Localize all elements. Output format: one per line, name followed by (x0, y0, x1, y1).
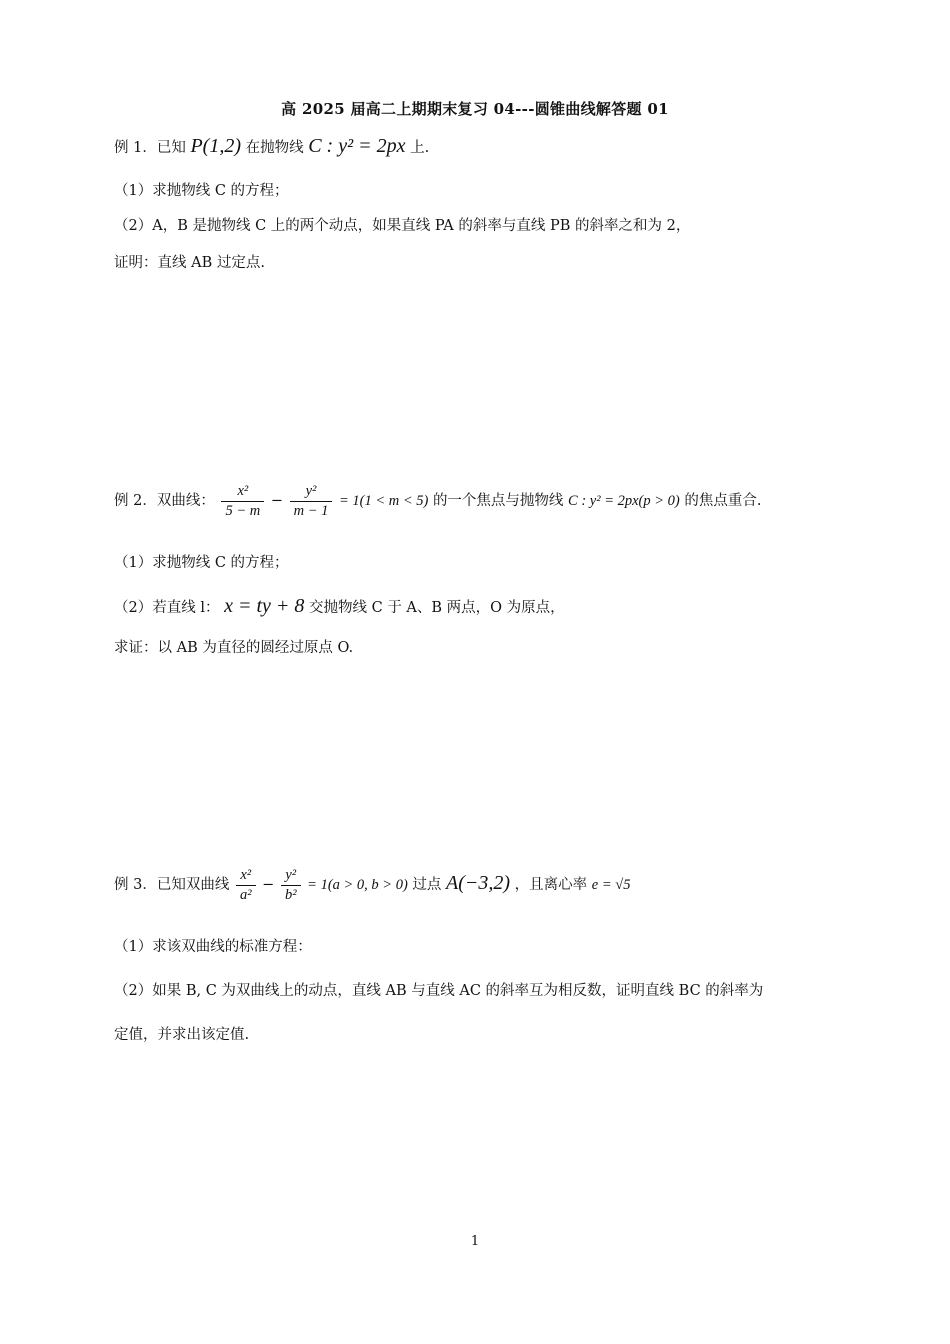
fraction-denominator: a² (239, 886, 252, 903)
fraction-numerator: y² (281, 868, 301, 886)
example-2-part-2-continued: 求证：以 AB 为直径的圆经过原点 O. (114, 640, 354, 656)
example-2-part-2 (114, 596, 565, 616)
example-2-fraction-x (221, 484, 264, 518)
page-number: 1 (470, 1234, 480, 1249)
example-3-fraction-y (281, 868, 301, 902)
example-2-text-end: 的焦点重合. (684, 493, 762, 509)
minus-sign: − (262, 877, 275, 893)
example-2-label: 例 2．双曲线： (114, 493, 215, 509)
example-1-label: 例 1．已知 (114, 140, 186, 156)
example-1-curve: C : y² = 2px (308, 135, 406, 157)
example-2-parabola: C : y² = 2px(p > 0) (568, 493, 680, 509)
example-2-fraction-y (290, 484, 333, 518)
fraction-numerator: x² (236, 868, 256, 886)
example-3-text-ecc: ，且离心率 (514, 877, 588, 893)
example-3-text-mid: 过点 (412, 877, 442, 893)
example-3-part-2-continued: 定值，并求出该定值. (114, 1027, 250, 1043)
example-3-statement (114, 868, 630, 902)
example-1-part-2: （2）A，B 是抛物线 C 上的两个动点，如果直线 PA 的斜率与直线 PB 的斜率之和为 2， (114, 218, 691, 234)
example-3-part-1: （1）求该双曲线的标准方程： (114, 939, 312, 955)
example-1-text-end: 上. (410, 140, 430, 156)
page-title: 高 2025 届高二上期期末复习 04---圆锥曲线解答题 01 (281, 100, 669, 118)
example-2-text-mid: 的一个焦点与抛物线 (432, 493, 564, 509)
example-1-part-1: （1）求抛物线 C 的方程； (114, 183, 289, 199)
fraction-numerator: x² (221, 484, 264, 502)
example-1-part-2-continued: 证明：直线 AB 过定点. (114, 255, 265, 271)
example-1-statement (114, 136, 429, 156)
fraction-denominator: 5 − m (225, 502, 261, 519)
example-2-part-1: （1）求抛物线 C 的方程； (114, 555, 289, 571)
example-3-part-2: （2）如果 B, C 为双曲线上的动点，直线 AB 与直线 AC 的斜率互为相反数，证明直线 BC 的斜率为 (114, 983, 764, 999)
example-2-statement (114, 484, 761, 518)
minus-sign: − (270, 493, 283, 509)
example-3-equation-rhs: = 1(a > 0, b > 0) (307, 877, 408, 893)
example-3-fraction-x (236, 868, 256, 902)
example-3-label: 例 3．已知双曲线 (114, 877, 230, 893)
example-1-point: P(1,2) (190, 135, 241, 157)
example-1-text-on: 在抛物线 (245, 140, 304, 156)
fraction-numerator: y² (290, 484, 333, 502)
example-3-eccentricity: e = √5 (591, 877, 631, 893)
example-3-point: A(−3,2) (446, 872, 511, 894)
fraction-denominator: b² (284, 886, 297, 903)
example-2-line-equation: x = ty + 8 (224, 595, 305, 617)
fraction-denominator: m − 1 (293, 502, 329, 519)
example-2-part-2-suffix: 交抛物线 C 于 A、B 两点，O 为原点， (309, 600, 565, 616)
example-2-part-2-prefix: （2）若直线 l： (114, 600, 220, 616)
example-2-equation-rhs: = 1(1 < m < 5) (338, 493, 429, 509)
